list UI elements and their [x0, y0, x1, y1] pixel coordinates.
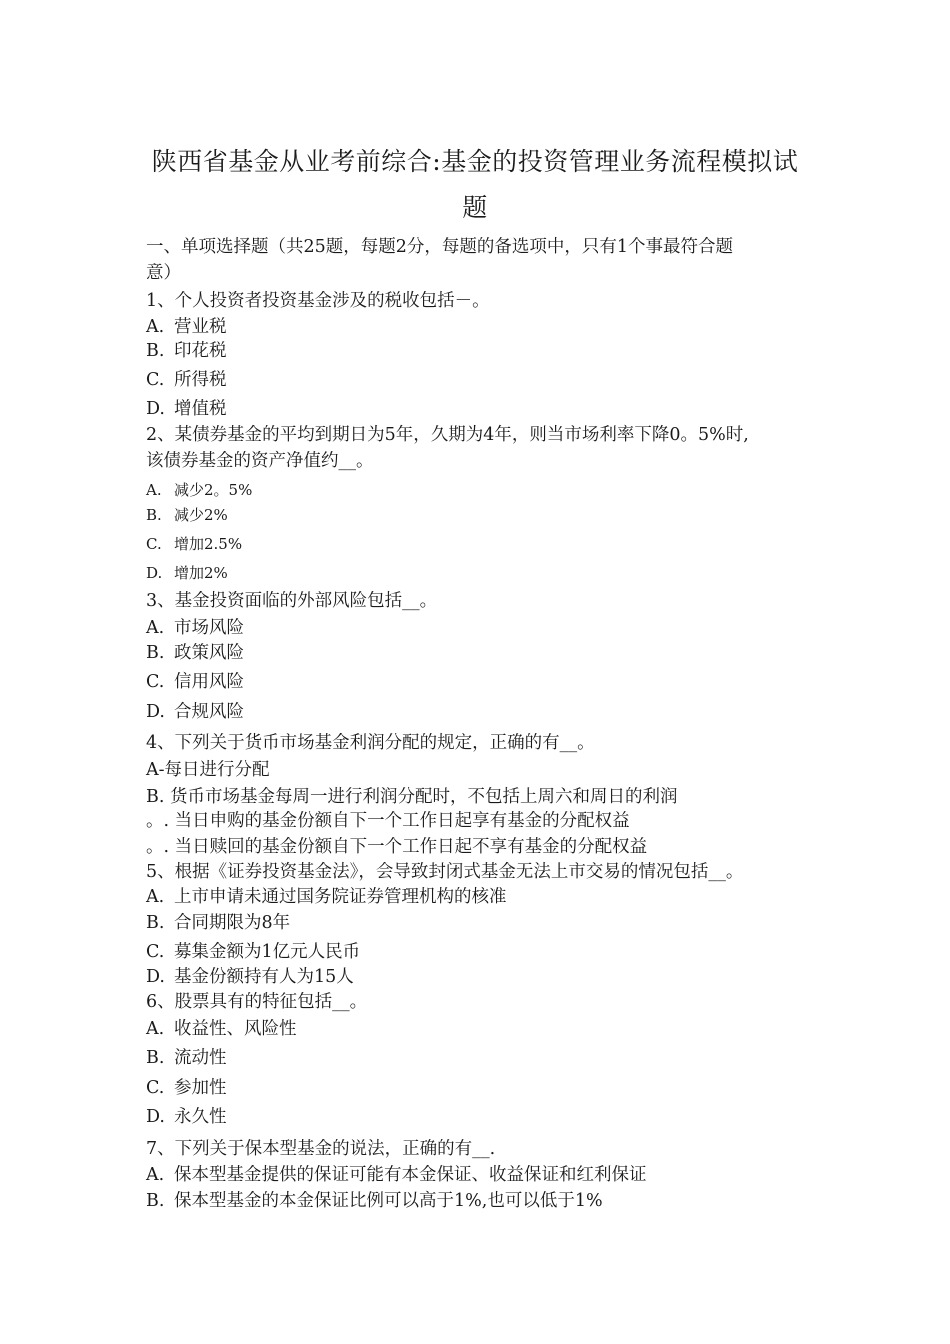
option-text: 印花税 [174, 341, 227, 361]
option-a [146, 479, 252, 501]
option-c [146, 533, 242, 555]
option-letter: A. [146, 317, 165, 337]
option-text: 市场风险 [174, 618, 244, 638]
question-stem: 5、根据《证券投资基金法》，会导致封闭式基金无法上市交易的情况包括__。 [146, 862, 744, 882]
option-a [146, 1018, 297, 1040]
option-text: 合规风险 [174, 702, 244, 722]
option-text: 增值税 [174, 399, 227, 419]
option-line: 。. 当日赎回的基金份额自下一个工作日起不享有基金的分配权益 [146, 837, 648, 857]
document-title-continued: 题 [462, 193, 488, 222]
option-letter: A. [146, 887, 165, 907]
question-stem: 7、下列关于保本型基金的说法，正确的有__. [146, 1139, 496, 1159]
option-text: 政策风险 [174, 643, 244, 663]
option-line: B. 货币市场基金每周一进行利润分配时，不包括上周六和周日的利润 [146, 787, 678, 807]
option-letter: D. [146, 564, 163, 582]
option-text: 营业税 [174, 317, 227, 337]
option-text: 保本型基金的本金保证比例可以高于1%,也可以低于1% [174, 1191, 603, 1211]
option-text: 上市申请未通过国务院证券管理机构的核准 [174, 887, 507, 907]
option-b [146, 912, 290, 934]
option-letter: A. [146, 481, 162, 499]
option-c [146, 1077, 227, 1099]
option-b [146, 1047, 227, 1069]
option-letter: C. [146, 535, 162, 553]
option-letter: B. [146, 1048, 165, 1068]
option-text: 增加2.5% [174, 535, 243, 553]
option-text: 减少2% [174, 506, 228, 524]
option-d [146, 398, 227, 420]
option-letter: C. [146, 1078, 165, 1098]
question-stem: 4、下列关于货币市场基金利润分配的规定，正确的有__。 [146, 733, 595, 753]
option-text: 永久性 [174, 1107, 227, 1127]
option-text: 信用风险 [174, 672, 244, 692]
option-text: 增加2% [174, 564, 228, 582]
question-stem: 1、个人投资者投资基金涉及的税收包括－。 [146, 291, 490, 311]
option-text: 基金份额持有人为15人 [174, 967, 354, 987]
option-c [146, 671, 244, 693]
option-b [146, 504, 228, 526]
option-letter: D. [146, 967, 165, 987]
question-stem: 6、股票具有的特征包括__。 [146, 992, 368, 1012]
option-d [146, 966, 354, 988]
option-a [146, 316, 227, 338]
option-letter: A. [146, 618, 165, 638]
option-line: A-每日进行分配 [146, 760, 270, 780]
option-text: 收益性、风险性 [174, 1019, 297, 1039]
option-text: 减少2。5% [174, 481, 253, 499]
option-c [146, 369, 227, 391]
option-text: 所得税 [174, 370, 227, 390]
section-heading: 一、单项选择题（共25题，每题2分，每题的备选项中，只有1个事最符合题 [146, 237, 734, 257]
option-letter: C. [146, 370, 165, 390]
option-letter: C. [146, 672, 165, 692]
option-text: 保本型基金提供的保证可能有本金保证、收益保证和红利保证 [174, 1165, 647, 1185]
option-letter: B. [146, 506, 162, 524]
section-heading-continued: 意） [146, 263, 181, 283]
option-d [146, 701, 244, 723]
option-a [146, 1164, 647, 1186]
option-a [146, 886, 507, 908]
option-letter: A. [146, 1165, 165, 1185]
option-letter: D. [146, 1107, 165, 1127]
question-stem: 2、某债券基金的平均到期日为5年，久期为4年，则当市场利率下降0。5%时, [146, 425, 749, 445]
question-stem-continued: 该债券基金的资产净值约__。 [146, 451, 374, 471]
option-letter: A. [146, 1019, 165, 1039]
option-text: 合同期限为8年 [174, 913, 291, 933]
option-d [146, 1106, 227, 1128]
option-a [146, 617, 244, 639]
option-letter: D. [146, 399, 165, 419]
question-stem: 3、基金投资面临的外部风险包括__。 [146, 591, 438, 611]
option-letter: C. [146, 942, 165, 962]
option-letter: B. [146, 1191, 165, 1211]
option-c [146, 941, 360, 963]
option-d [146, 562, 228, 584]
option-letter: D. [146, 702, 165, 722]
option-letter: B. [146, 341, 165, 361]
option-b [146, 642, 244, 664]
option-text: 流动性 [174, 1048, 227, 1068]
document-title: 陕西省基金从业考前综合:基金的投资管理业务流程模拟试 [151, 147, 799, 176]
option-b [146, 1190, 603, 1212]
option-line: 。. 当日申购的基金份额自下一个工作日起享有基金的分配权益 [146, 811, 630, 831]
option-letter: B. [146, 643, 165, 663]
option-letter: B. [146, 913, 165, 933]
option-b [146, 340, 227, 362]
option-text: 募集金额为1亿元人民币 [174, 942, 361, 962]
option-text: 参加性 [174, 1078, 227, 1098]
